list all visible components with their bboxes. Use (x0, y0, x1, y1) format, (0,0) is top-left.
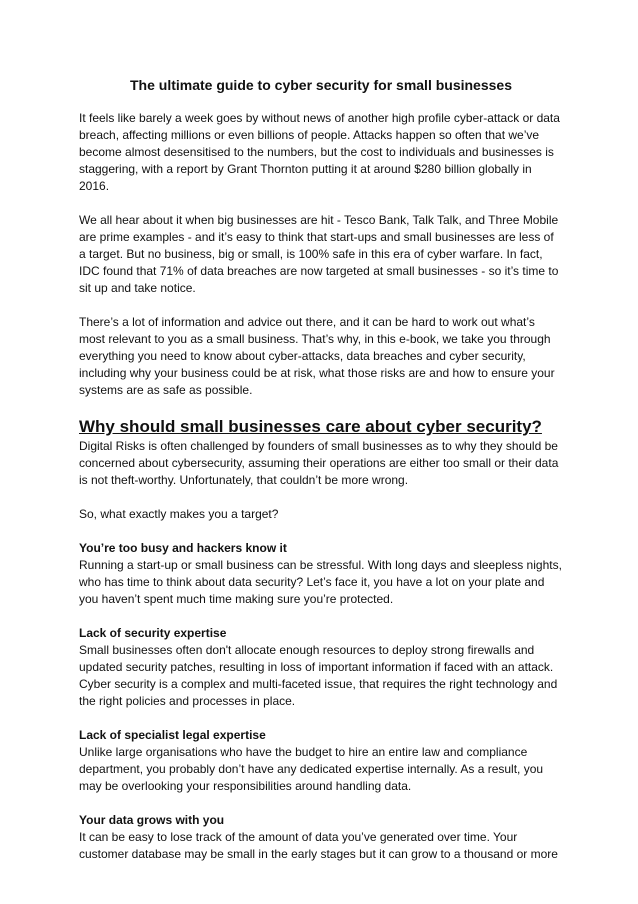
document-content (79, 76, 563, 880)
intro-paragraph: It feels like barely a week goes by without news of another high profile cyber-attack or data breach, affecting millions or even billions of people. Attacks happen so often that we’ve become almost desensitised to the numbers, but the cost to individuals and businesses is staggering, with a report by Grant Thornton putting it at around $280 billion globally in 2016. (79, 111, 560, 193)
subsection-body: Running a start-up or small business can be stressful. With long days and sleepless nights, who has time to think about data security? Let’s face it, you have a lot on your plate and you haven’t spent much time making sure you’re protected. (79, 558, 562, 606)
section-heading: Why should small businesses care about cyber security? (79, 417, 542, 436)
subsection (79, 812, 563, 863)
subsection-heading: You’re too busy and hackers know it (79, 541, 287, 555)
document-title: The ultimate guide to cyber security for small businesses (129, 77, 512, 93)
subsection (79, 727, 563, 795)
intro-paragraph: We all hear about it when big businesses are hit - Tesco Bank, Talk Talk, and Three Mobile are prime examples - and it’s easy to think that start-ups and small businesses are less of a target. But no business, big or small, is 100% safe in this era of cyber warfare. In fact, IDC found that 71% of data breaches are now targeted at small businesses - so it’s time to sit up and take notice. (79, 213, 559, 295)
subsection-body: Small businesses often don't allocate enough resources to deploy strong firewalls and updated security patches, resulting in loss of important information if faced with an attack. Cyber security is a complex and multi-faceted issue, that requires the right technology and the right policies and processes in place. (79, 643, 558, 708)
section-paragraph: Digital Risks is often challenged by founders of small businesses as to why they should be concerned about cybersecurity, assuming their operations are either too small or their data is not theft-worthy. Unfortunately, that couldn’t be more wrong. (79, 439, 559, 487)
subsection-body: Unlike large organisations who have the budget to hire an entire law and compliance department, you probably don’t have any dedicated expertise internally. As a result, you may be overlooking your responsibilities around handling data. (79, 745, 544, 793)
subsection-heading: Lack of specialist legal expertise (79, 728, 266, 742)
intro-paragraph: There’s a lot of information and advice out there, and it can be hard to work out what’s most relevant to you as a small business. That’s why, in this e-book, we take you through everything you need to know about cyber-attacks, data breaches and cyber security, including why your business could be at risk, what those risks are and how to ensure your systems are as safe as possible. (79, 315, 555, 397)
subsection (79, 625, 563, 710)
section-paragraph: So, what exactly makes you a target? (79, 507, 279, 521)
subsection-body: It can be easy to lose track of the amount of data you’ve generated over time. Your customer database may be small in the early stages but it can grow to a thousand or more (79, 830, 558, 861)
subsection (79, 540, 563, 608)
subsection-heading: Lack of security expertise (79, 626, 227, 640)
subsection-heading: Your data grows with you (79, 813, 225, 827)
